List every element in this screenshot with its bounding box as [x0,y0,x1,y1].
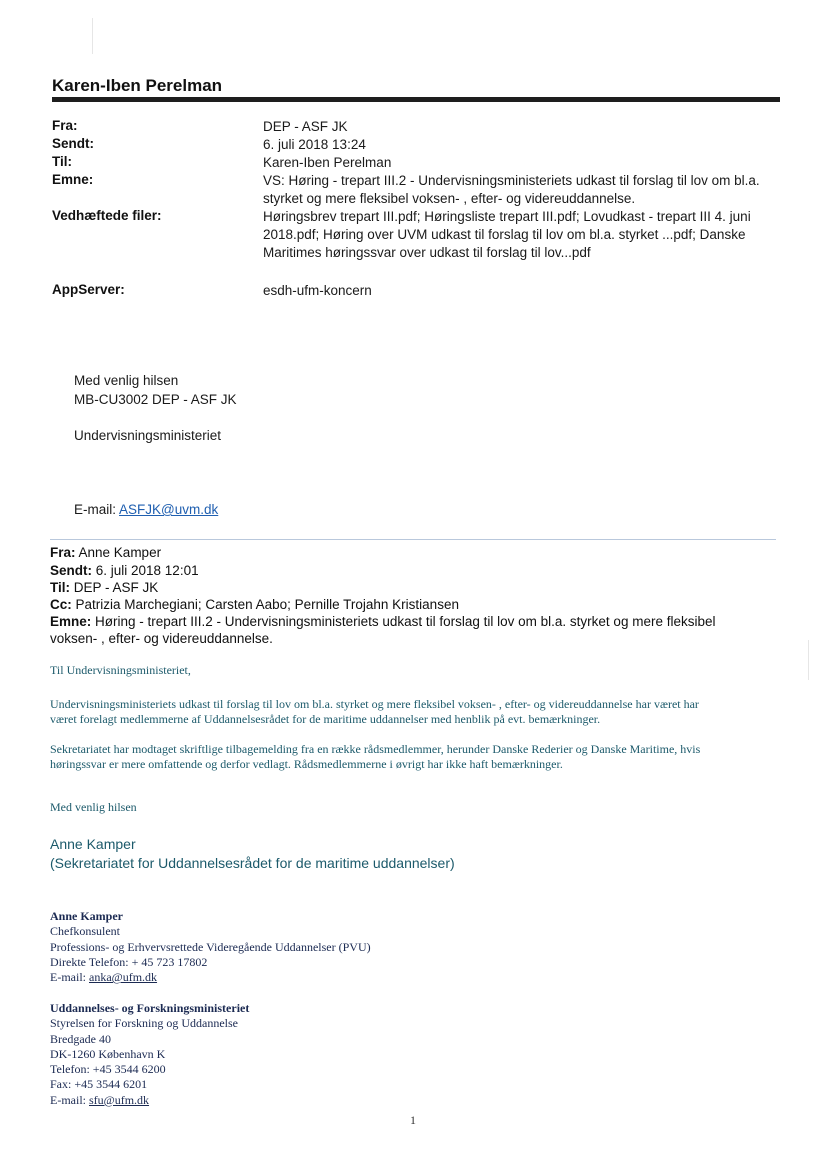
header-from-label: Fra: [52,118,78,133]
title-divider [52,97,780,102]
forward-from [50,544,161,561]
forward-sent-label: Sendt: [50,563,92,578]
scan-artifact [808,640,809,680]
forward-subject [50,613,715,630]
contact-email-link[interactable]: anka@ufm.dk [89,970,158,985]
header-subject-line: VS: Høring - trepart III.2 - Undervisningsministeriets udkast til forslag til lov om bl.a. [263,173,760,188]
contact-title: Chefkonsulent [50,924,120,939]
header-subject-label: Emne: [52,172,94,187]
header-appserver-value: esdh-ufm-koncern [263,283,372,298]
page-number: 1 [410,1113,416,1127]
ministry-name: Uddannelses- og Forskningsministeriet [50,1001,250,1015]
contact-phone: Direkte Telefon: + 45 723 17802 [50,954,208,969]
ministry-email-link[interactable]: sfu@ufm.dk [89,1092,150,1107]
body-paragraph-line: været forelagt medlemmerne af Uddannelsesrådet for de maritime uddannelser med henblik på evt. bemærkninger. [50,712,601,726]
contact-block [50,909,371,985]
header-to-label: Til: [52,154,72,169]
header-sent-value: 6. juli 2018 13:24 [263,137,366,152]
header-attachments-label: Vedhæftede filer: [52,208,162,223]
forward-cc-value: Patrizia Marchegiani; Carsten Aabo; Pernille Trojahn Kristiansen [71,597,459,612]
body-salutation: Til Undervisningsministeriet, [50,663,191,677]
body-closing: Med venlig hilsen [50,800,137,814]
header-appserver-label: AppServer: [52,282,125,297]
body-signature-org: (Sekretariatet for Uddannelsesrådet for de maritime uddannelser) [50,855,455,871]
signature-email-link[interactable]: ASFJK@uvm.dk [119,502,219,517]
header-to-value: Karen-Iben Perelman [263,155,392,170]
ministry-phone: Telefon: +45 3544 6200 [50,1062,166,1077]
signature-email-row [74,502,218,517]
forward-to [50,579,158,596]
forward-to-label: Til: [50,580,70,595]
ministry-email-label: E-mail: [50,1092,89,1107]
body-paragraph-line: Sekretariatet har modtaget skriftlige tilbagemelding fra en række rådsmedlemmer, herunder Danske Rederier og Danske Maritime, hvis [50,742,701,756]
contact-name: Anne Kamper [50,909,123,923]
contact-email-label: E-mail: [50,970,89,985]
forward-subject-label: Emne: [50,614,92,629]
contact-unit: Professions- og Erhvervsrettede Videregående Uddannelser (PVU) [50,939,371,954]
forward-to-value: DEP - ASF JK [70,580,159,595]
ministry-street: Bredgade 40 [50,1031,111,1046]
signature-sender: MB-CU3002 DEP - ASF JK [74,392,237,407]
forward-subject-cont: voksen- , efter- og videreuddannelse. [50,631,273,646]
scan-artifact [92,18,93,54]
header-from-value: DEP - ASF JK [263,119,348,134]
forward-sent-value: 6. juli 2018 12:01 [92,563,199,578]
forward-cc [50,596,459,613]
signature-greeting: Med venlig hilsen [74,373,179,388]
ministry-block [50,1001,249,1108]
signature-org: Undervisningsministeriet [74,428,222,443]
body-paragraph-line: høringssvar er mere omfattende og derfor vedlagt. Rådsmedlemmerne i øvrigt har ikke haft bemærkninger. [50,757,563,771]
ministry-city: DK-1260 København K [50,1046,166,1061]
forward-sent [50,562,199,579]
forward-subject-value: Høring - trepart III.2 - Undervisningsministeriets udkast til forslag til lov om bl.a. styrket og mere fleksibel [91,614,716,629]
ministry-fax: Fax: +45 3544 6201 [50,1077,148,1092]
header-attachments-line[interactable]: 2018.pdf; Høring over UVM udkast til forslag til lov om bl.a. styrket ...pdf; Danske [263,227,746,242]
forward-divider [50,539,776,540]
body-paragraph-line: Undervisningsministeriets udkast til forslag til lov om bl.a. styrket og mere fleksibel voksen- , efter- og videreuddannelse har været har [50,697,699,711]
signature-email-label: E-mail: [74,502,120,517]
forward-cc-label: Cc: [50,597,72,612]
header-attachments-line[interactable]: Høringsbrev trepart III.pdf; Høringsliste trepart III.pdf; Lovudkast - trepart III 4. juni [263,209,751,224]
ministry-email-row [50,1093,249,1108]
header-sent-label: Sendt: [52,136,94,151]
body-signature-name: Anne Kamper [50,836,136,852]
ministry-agency: Styrelsen for Forskning og Uddannelse [50,1016,238,1031]
contact-email-row [50,970,371,985]
header-subject-line: styrket og mere fleksibel voksen- , efter- og videreuddannelse. [263,191,636,206]
forward-from-label: Fra: [50,545,76,560]
forward-from-value: Anne Kamper [75,545,162,560]
page-title: Karen-Iben Perelman [52,76,223,95]
header-attachments-line[interactable]: Maritimes høringssvar over udkast til forslag til lov...pdf [263,245,591,260]
